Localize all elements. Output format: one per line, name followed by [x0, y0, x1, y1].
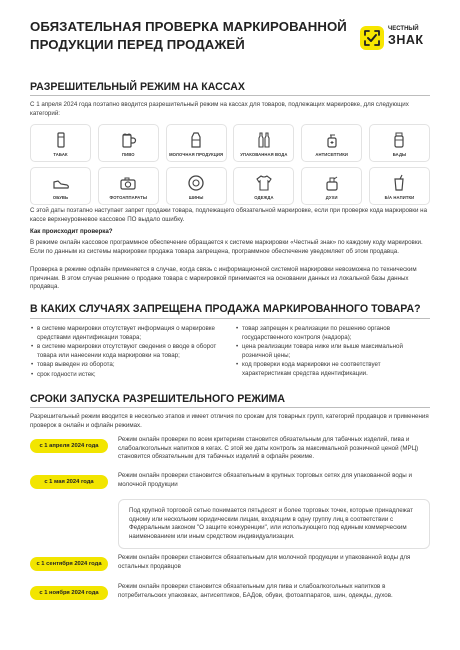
prohibited-cases-list [30, 325, 430, 381]
category-label: ТАБАК [53, 152, 68, 157]
logo-small-text: ЧЕСТНЫЙ [388, 26, 419, 32]
prohibited-cases-right [235, 325, 430, 381]
timeline-stage [30, 554, 430, 576]
offline-mode-text: Проверка в режиме офлайн применяется в случае, когда связь с информационной системой маркировки невозможна по техническим причинам. В этом случае решение о продаже товара с маркировкой принимается на основании данных из локальной базы данных продавца. [30, 266, 417, 291]
perfume-icon [322, 173, 342, 193]
logo-check-icon [360, 26, 384, 50]
timeline-stage [30, 436, 430, 472]
stage-date-badge: с 1 мая 2024 года [30, 475, 108, 489]
category-label: ОБУВЬ [52, 195, 69, 200]
large-retail-note [30, 499, 430, 547]
category-row [30, 167, 430, 205]
category-tires [166, 167, 227, 205]
list-item: • цена реализации товара ниже или выше максимальной розничной цены; [235, 343, 430, 360]
list-item: • товар запрещен к реализации по решению органов государственного контроля (надзора); [235, 325, 430, 342]
shoe-icon [51, 173, 71, 193]
stage-description: Режим онлайн проверки становится обязательным для молочной продукции и упакованной воды для остальных продавцов [118, 554, 411, 570]
tire-icon [186, 173, 206, 193]
stage-date-badge: с 1 сентября 2024 года [30, 557, 108, 571]
category-soft-drinks [369, 167, 430, 205]
category-supplements [369, 124, 430, 162]
page-title [30, 18, 350, 54]
camera-icon [118, 173, 138, 193]
category-label: АНТИСЕПТИКИ [315, 152, 349, 157]
cigarette-icon [51, 130, 71, 150]
how-check-heading: Как происходит проверка? [30, 228, 113, 235]
category-label: ДУХИ [325, 195, 338, 200]
prohibited-cases-left [30, 325, 225, 381]
stage-description: Режим онлайн проверки по всем критериям становится обязательным для табачных изделий, пива и слабоалкогольных напитков в кегах. С этой же даты контроль за максимальной розничной ценой (МРЦ) становится обязательным для табачных изделий в офлайн режиме. [118, 436, 419, 461]
category-label: ФОТОАППАРАТЫ [109, 195, 148, 200]
soft-drinks-icon [389, 173, 409, 193]
category-cameras [98, 167, 159, 205]
stage-description: Режим онлайн проверки становится обязательным для пива и слабоалкогольных напитков в потребительских упаковках, антисептиков, БАДов, обуви, фотоаппаратов, шин, одежды, духов. [118, 583, 393, 599]
water-bottles-icon [254, 130, 274, 150]
logo-text [388, 25, 424, 47]
timeline-stage [30, 583, 430, 611]
category-water [233, 124, 294, 162]
category-antiseptics [301, 124, 362, 162]
timeline-stage [30, 472, 430, 494]
stage-date-badge: с 1 апреля 2024 года [30, 439, 108, 453]
category-label: УПАКОВАННАЯ ВОДА [240, 152, 288, 157]
category-tobacco [30, 124, 91, 162]
category-label: МОЛОЧНАЯ ПРОДУКЦИЯ [169, 152, 224, 157]
title-line-1: ОБЯЗАТЕЛЬНАЯ ПРОВЕРКА МАРКИРОВАННОЙ [30, 19, 347, 34]
section-divider [30, 318, 430, 319]
antiseptic-icon [322, 130, 342, 150]
online-mode-text: В режиме онлайн кассовое программное обеспечение обращается к системе маркировки «Честный знак» по каждому коду маркировки. Если по данным из системы маркировки продажа товара запрещена, программное обеспечение уведомляет об этом продавца. [30, 239, 423, 255]
beer-icon [118, 130, 138, 150]
section1-after-text: С этой даты поэтапно наступает запрет продажи товара, подлежащего обязательной маркировке, если при проверке кода маркировки на кассе верхнеуровневое кассовое ПО выдало ошибку. [30, 207, 428, 223]
section1-intro: С 1 апреля 2024 года поэтапно вводится разрешительный режим на кассах для товаров, подлежащих маркировке, для следующих категорий: [30, 101, 409, 117]
category-label: ОДЕЖДА [254, 195, 274, 200]
section-divider [30, 407, 430, 408]
section-title-prohibited-cases: В КАКИХ СЛУЧАЯХ ЗАПРЕЩЕНА ПРОДАЖА МАРКИРОВАННОГО ТОВАРА? [30, 303, 421, 315]
section-title-permissive-mode: РАЗРЕШИТЕЛЬНЫЙ РЕЖИМ НА КАССАХ [30, 81, 245, 93]
logo-big-text: ЗНАК [388, 33, 424, 47]
list-item: • товар выведен из оборота; [30, 361, 225, 370]
category-shoes [30, 167, 91, 205]
title-line-2: ПРОДУКЦИИ ПЕРЕД ПРОДАЖЕЙ [30, 37, 245, 52]
section-divider [30, 95, 430, 96]
large-retail-note-box: Под крупной торговой сетью понимается пятьдесят и более торговых точек, которые принадлежат одному или нескольким юридическим лицам, входящим в одну группу лиц в соответствии с Федеральным законом "О защите конкуренции", или использующего под единым коммерческим наименованием или иным средством индивидуализации. [118, 499, 430, 549]
list-item: • срок годности истек; [30, 371, 225, 380]
stage-date-badge: с 1 ноября 2024 года [30, 586, 108, 600]
category-row [30, 124, 430, 162]
supplements-icon [389, 130, 409, 150]
stage-description: Режим онлайн проверки становится обязательным в крупных торговых сетях для упакованной воды и молочной продукции [118, 472, 412, 488]
clothes-icon [254, 173, 274, 193]
category-dairy [166, 124, 227, 162]
section3-intro: Разрешительный режим вводится в несколько этапов и имеет отличия по срокам для товарных групп, категорий продавцов и применения проверок в онлайн и офлайн режимах. [30, 413, 429, 429]
list-item: • код проверки кода маркировки не соответствует характеристикам средства идентификации. [235, 361, 430, 378]
category-label: Б/А НАПИТКИ [384, 195, 415, 200]
list-item: • в системе маркировки отсутствуют сведения о вводе в оборот товара или нанесении кода маркировки на товар; [30, 343, 225, 360]
section-title-launch-dates: СРОКИ ЗАПУСКА РАЗРЕШИТЕЛЬНОГО РЕЖИМА [30, 393, 286, 405]
milk-icon [186, 130, 206, 150]
category-beer [98, 124, 159, 162]
category-label: ШИНЫ [188, 195, 204, 200]
category-icons-grid [30, 124, 430, 210]
list-item: • в системе маркировки отсутствует информация о маркировке средствами идентификации товара; [30, 325, 225, 342]
chestny-znak-logo [360, 22, 428, 58]
category-label: БАДЫ [392, 152, 407, 157]
category-label: ПИВО [121, 152, 135, 157]
page-header [30, 18, 430, 66]
category-perfume [301, 167, 362, 205]
category-clothes [233, 167, 294, 205]
